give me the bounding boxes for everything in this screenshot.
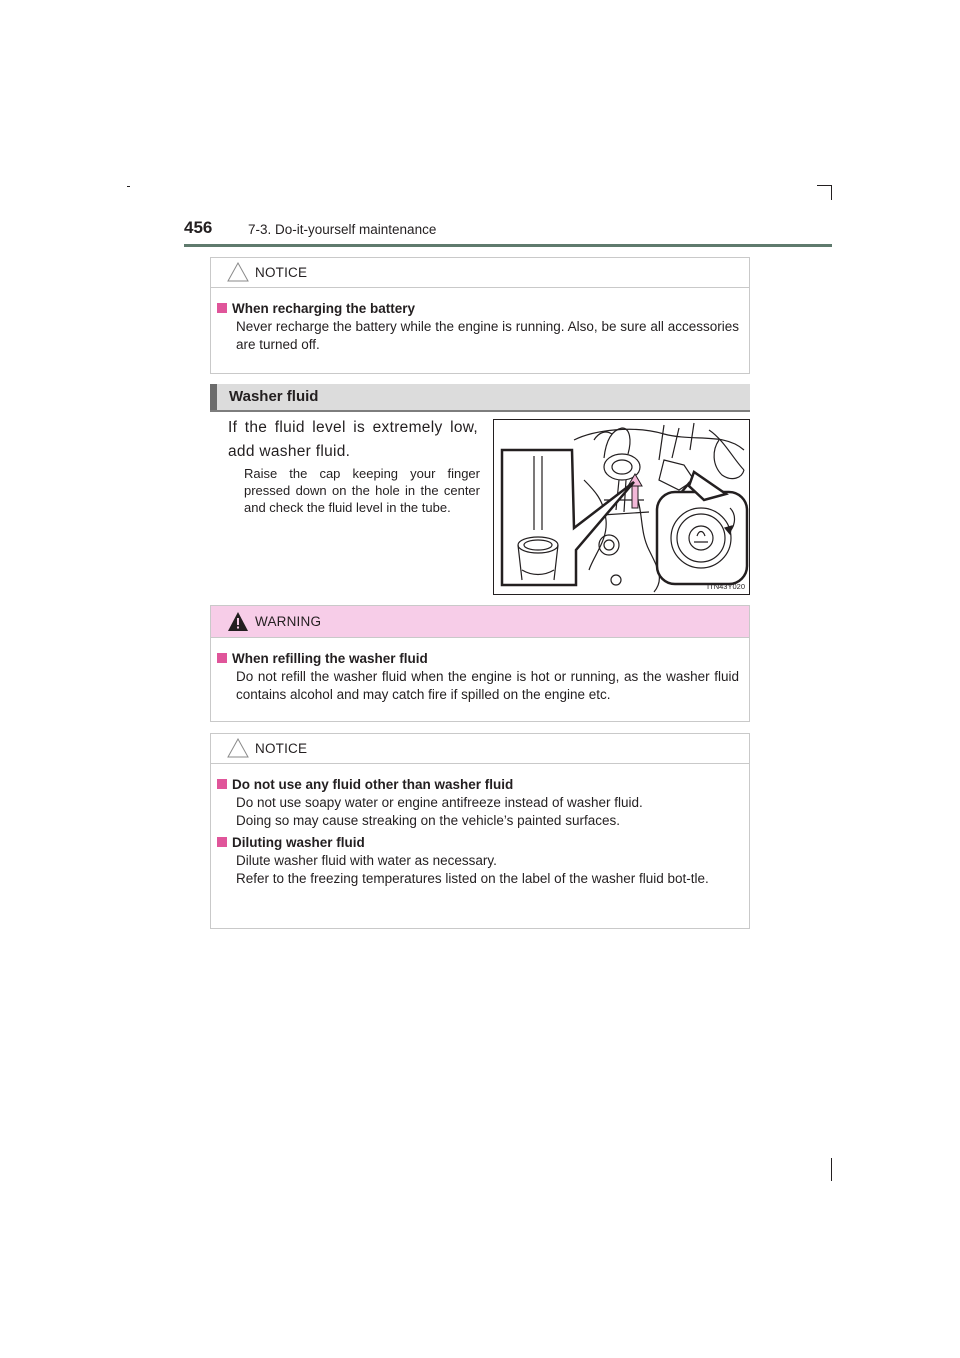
crop-mark-top-right-h <box>817 185 832 186</box>
notice-item-line: Do not use soapy water or engine antifreeze instead of washer fluid. <box>236 795 643 810</box>
notice-item-heading: Diluting washer fluid <box>217 834 739 852</box>
warning-box <box>210 605 750 722</box>
crop-mark-top-left <box>127 186 130 187</box>
warning-item-heading: When refilling the washer fluid <box>217 650 739 668</box>
section-heading-bar <box>210 384 750 410</box>
notice-item-line: Refer to the freezing temperatures listed on the label of the washer fluid bot-tle. <box>236 871 709 886</box>
caution-outline-icon <box>227 262 249 282</box>
notice-item-text: Never recharge the battery while the engine is running. Also, be sure all accessories are turned off. <box>236 319 739 352</box>
crop-mark-bottom-right <box>831 1158 832 1181</box>
square-bullet-icon <box>217 779 227 789</box>
square-bullet-icon <box>217 303 227 313</box>
notice-title: NOTICE <box>255 741 308 756</box>
notice-title: NOTICE <box>255 265 308 280</box>
warning-header <box>211 606 749 638</box>
warning-title: WARNING <box>255 614 322 629</box>
section-accent <box>210 384 217 410</box>
notice-body <box>211 764 749 888</box>
notice-body <box>211 288 749 354</box>
page-number: 456 <box>184 218 213 237</box>
illustration-code: ITN43Y020 <box>707 582 745 591</box>
warning-filled-icon <box>227 611 249 632</box>
instruction-text: If the fluid level is extremely low, add washer fluid. <box>228 419 478 460</box>
notice-header <box>211 734 749 764</box>
section-header: 7-3. Do-it-yourself maintenance <box>248 222 437 237</box>
notice-item-line: Doing so may cause streaking on the vehicle’s painted surfaces. <box>236 813 620 828</box>
notice-header <box>211 258 749 288</box>
warning-item-text: Do not refill the washer fluid when the engine is hot or running, as the washer fluid contains alcohol and may catch fire if spilled on the engine etc. <box>236 669 739 702</box>
crop-mark-top-right-v <box>831 185 832 200</box>
notice-box-washer <box>210 733 750 929</box>
square-bullet-icon <box>217 837 227 847</box>
washer-reservoir-illustration <box>493 419 750 595</box>
notice-item-heading: Do not use any fluid other than washer fluid <box>217 776 739 794</box>
instruction-detail: Raise the cap keeping your finger pressed down on the hole in the center and check the fluid level in the tube. <box>244 466 480 515</box>
section-title: Washer fluid <box>229 388 319 405</box>
header-rule <box>184 244 832 247</box>
section-rule <box>210 410 750 412</box>
notice-item-line: Dilute washer fluid with water as necessary. <box>236 853 497 868</box>
notice-item-heading: When recharging the battery <box>217 300 739 318</box>
reservoir-drawing <box>494 420 749 594</box>
caution-outline-icon <box>227 738 249 758</box>
warning-body <box>211 638 749 704</box>
square-bullet-icon <box>217 653 227 663</box>
notice-box-battery <box>210 257 750 374</box>
